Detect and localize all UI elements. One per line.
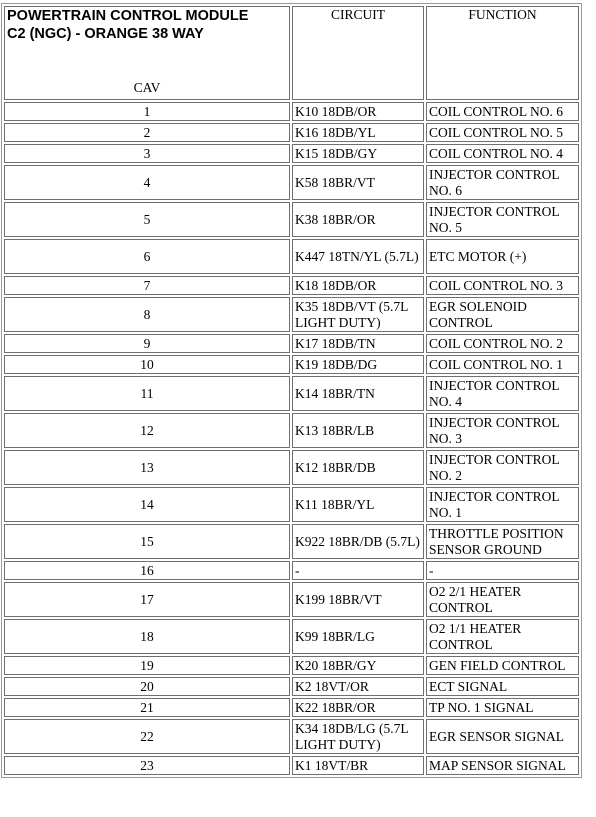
table-row	[4, 334, 579, 353]
function-cell: ECT SIGNAL	[426, 677, 579, 696]
cav-cell: 21	[4, 698, 290, 717]
cav-cell: 4	[4, 165, 290, 200]
function-cell: COIL CONTROL NO. 4	[426, 144, 579, 163]
function-cell: GEN FIELD CONTROL	[426, 656, 579, 675]
circuit-cell: K18 18DB/OR	[292, 276, 424, 295]
function-cell: ETC MOTOR (+)	[426, 239, 579, 274]
function-cell: COIL CONTROL NO. 5	[426, 123, 579, 142]
table-row	[4, 619, 579, 654]
function-cell: -	[426, 561, 579, 580]
circuit-cell: K15 18DB/GY	[292, 144, 424, 163]
cav-cell: 13	[4, 450, 290, 485]
circuit-cell: K13 18BR/LB	[292, 413, 424, 448]
circuit-cell: K14 18BR/TN	[292, 376, 424, 411]
cav-cell: 22	[4, 719, 290, 754]
cav-cell: 15	[4, 524, 290, 559]
table-row	[4, 123, 579, 142]
circuit-cell: K922 18BR/DB (5.7L)	[292, 524, 424, 559]
table-row	[4, 376, 579, 411]
table-title: POWERTRAIN CONTROL MODULE C2 (NGC) - ORANGE 38 WAY	[7, 8, 249, 42]
table-row	[4, 561, 579, 580]
function-cell: INJECTOR CONTROL NO. 1	[426, 487, 579, 522]
function-cell: COIL CONTROL NO. 2	[426, 334, 579, 353]
circuit-cell: K199 18BR/VT	[292, 582, 424, 617]
table-row	[4, 202, 579, 237]
function-header: FUNCTION	[426, 6, 579, 100]
table-row	[4, 524, 579, 559]
function-cell: TP NO. 1 SIGNAL	[426, 698, 579, 717]
cav-cell: 1	[4, 102, 290, 121]
function-cell: O2 2/1 HEATER CONTROL	[426, 582, 579, 617]
cav-cell: 5	[4, 202, 290, 237]
table-row	[4, 487, 579, 522]
function-cell: MAP SENSOR SIGNAL	[426, 756, 579, 775]
function-cell: INJECTOR CONTROL NO. 3	[426, 413, 579, 448]
cav-cell: 6	[4, 239, 290, 274]
function-cell: COIL CONTROL NO. 3	[426, 276, 579, 295]
circuit-cell: K35 18DB/VT (5.7L LIGHT DUTY)	[292, 297, 424, 332]
circuit-cell: K11 18BR/YL	[292, 487, 424, 522]
cav-cell: 20	[4, 677, 290, 696]
table-row	[4, 719, 579, 754]
table-row	[4, 698, 579, 717]
function-cell: INJECTOR CONTROL NO. 4	[426, 376, 579, 411]
cav-cell: 8	[4, 297, 290, 332]
circuit-cell: K10 18DB/OR	[292, 102, 424, 121]
table-row	[4, 239, 579, 274]
cav-cell: 18	[4, 619, 290, 654]
function-cell: THROTTLE POSITION SENSOR GROUND	[426, 524, 579, 559]
table-row	[4, 297, 579, 332]
function-cell: INJECTOR CONTROL NO. 2	[426, 450, 579, 485]
cav-header: CAV	[133, 80, 161, 95]
table-row	[4, 165, 579, 200]
circuit-cell: K1 18VT/BR	[292, 756, 424, 775]
function-cell: COIL CONTROL NO. 6	[426, 102, 579, 121]
title-cell	[4, 6, 290, 100]
circuit-cell: K99 18BR/LG	[292, 619, 424, 654]
pinout-table	[1, 3, 582, 778]
function-cell: EGR SENSOR SIGNAL	[426, 719, 579, 754]
cav-cell: 3	[4, 144, 290, 163]
table-row	[4, 677, 579, 696]
circuit-cell: K447 18TN/YL (5.7L)	[292, 239, 424, 274]
cav-cell: 16	[4, 561, 290, 580]
circuit-cell: K17 18DB/TN	[292, 334, 424, 353]
table-row	[4, 413, 579, 448]
circuit-cell: K19 18DB/DG	[292, 355, 424, 374]
function-cell: O2 1/1 HEATER CONTROL	[426, 619, 579, 654]
function-cell: INJECTOR CONTROL NO. 5	[426, 202, 579, 237]
function-cell: COIL CONTROL NO. 1	[426, 355, 579, 374]
cav-cell: 11	[4, 376, 290, 411]
circuit-cell: K2 18VT/OR	[292, 677, 424, 696]
cav-cell: 12	[4, 413, 290, 448]
table-row	[4, 582, 579, 617]
circuit-cell: K58 18BR/VT	[292, 165, 424, 200]
table-row	[4, 756, 579, 775]
table-row	[4, 144, 579, 163]
function-cell: INJECTOR CONTROL NO. 6	[426, 165, 579, 200]
circuit-cell: K22 18BR/OR	[292, 698, 424, 717]
table-row	[4, 656, 579, 675]
circuit-cell: K12 18BR/DB	[292, 450, 424, 485]
cav-cell: 23	[4, 756, 290, 775]
circuit-header: CIRCUIT	[292, 6, 424, 100]
cav-cell: 2	[4, 123, 290, 142]
circuit-cell: K38 18BR/OR	[292, 202, 424, 237]
cav-cell: 9	[4, 334, 290, 353]
table-row	[4, 102, 579, 121]
function-cell: EGR SOLENOID CONTROL	[426, 297, 579, 332]
circuit-cell: K16 18DB/YL	[292, 123, 424, 142]
circuit-cell: -	[292, 561, 424, 580]
circuit-cell: K20 18BR/GY	[292, 656, 424, 675]
cav-cell: 17	[4, 582, 290, 617]
header-row	[4, 6, 579, 100]
table-row	[4, 450, 579, 485]
cav-cell: 10	[4, 355, 290, 374]
circuit-cell: K34 18DB/LG (5.7L LIGHT DUTY)	[292, 719, 424, 754]
table-row	[4, 276, 579, 295]
cav-cell: 7	[4, 276, 290, 295]
cav-cell: 19	[4, 656, 290, 675]
cav-cell: 14	[4, 487, 290, 522]
table-row	[4, 355, 579, 374]
